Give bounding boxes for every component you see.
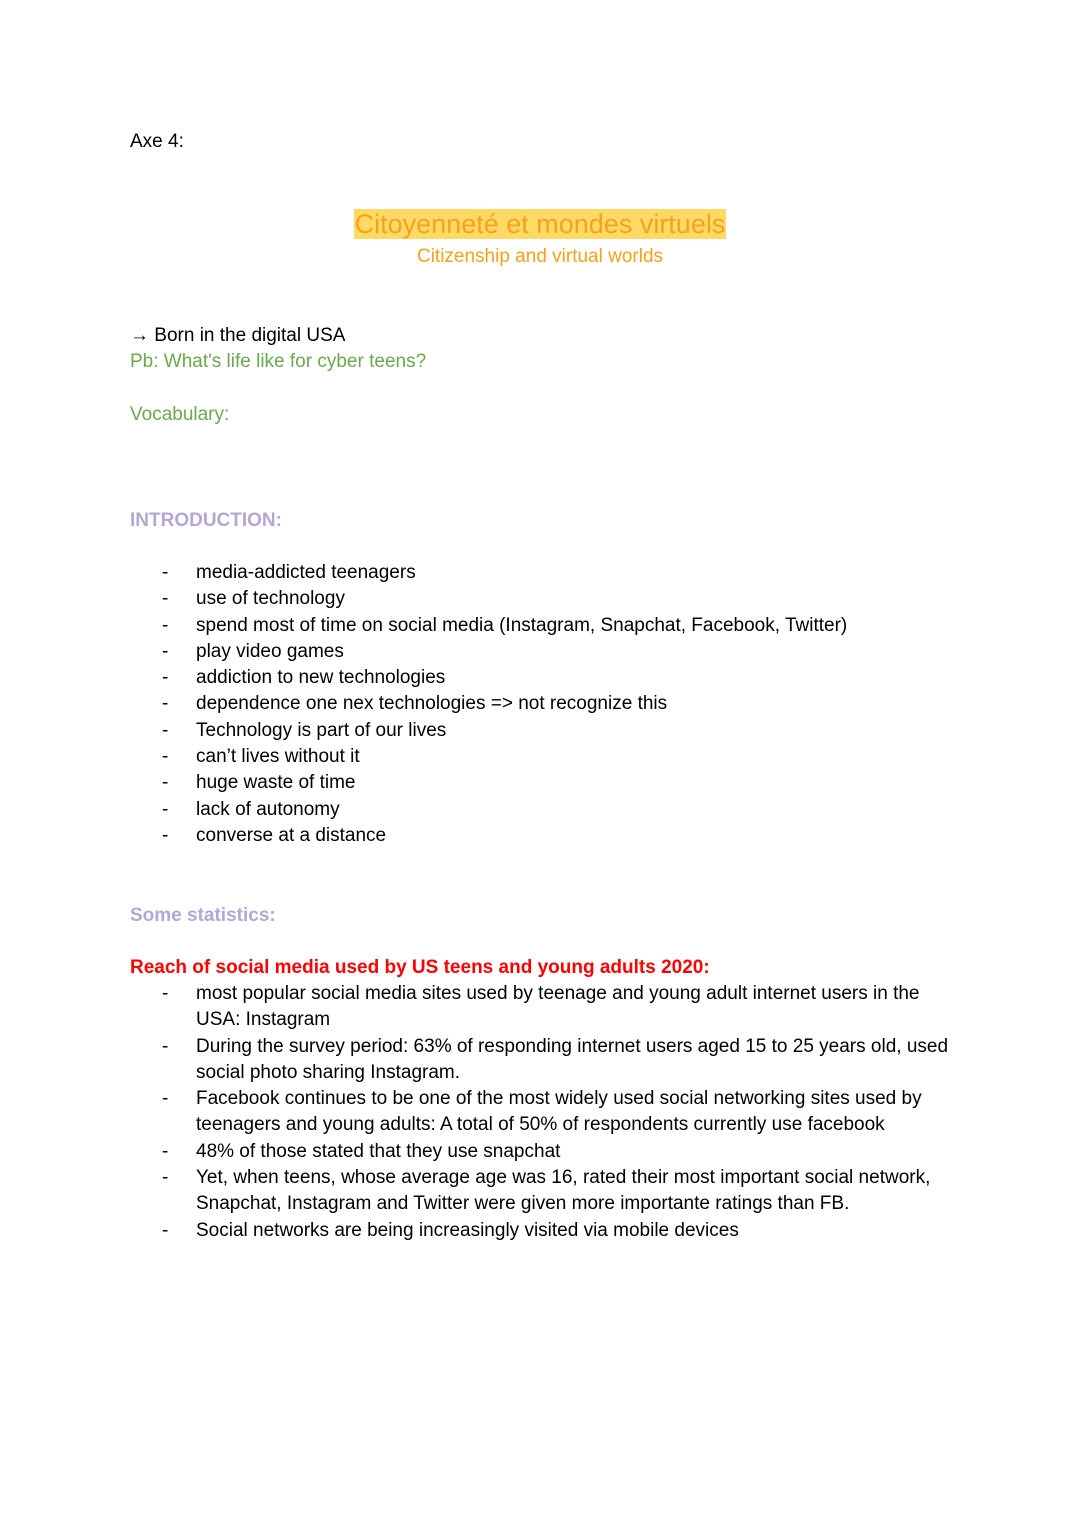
list-item-text: 48% of those stated that they use snapchat xyxy=(196,1140,561,1162)
bullet-dash: - xyxy=(162,588,169,610)
list-item xyxy=(162,1218,952,1244)
bullet-dash: - xyxy=(162,693,169,715)
list-item xyxy=(162,639,952,665)
introduction-list xyxy=(162,560,952,849)
problematic: Pb: What's life like for cyber teens? xyxy=(130,351,427,372)
list-item xyxy=(162,981,952,1034)
bullet-dash: - xyxy=(162,562,169,583)
bullet-dash: - xyxy=(162,1167,169,1189)
list-item-text: Facebook continues to be one of the most widely used social networking sites used by teenagers and young adults: A total of 50% of respondents currently use facebook xyxy=(196,1088,922,1136)
bullet-dash: - xyxy=(162,1088,169,1110)
statistics-list xyxy=(162,981,952,1244)
list-item xyxy=(162,770,952,796)
bullet-dash: - xyxy=(162,719,169,741)
list-item xyxy=(162,823,952,849)
list-item xyxy=(162,560,952,586)
list-item-text: lack of autonomy xyxy=(196,798,340,820)
list-item-text: converse at a distance xyxy=(196,824,387,846)
list-item-text: Social networks are being increasingly visited via mobile devices xyxy=(196,1219,739,1241)
list-item xyxy=(162,718,952,744)
list-item-text: most popular social media sites used by teenage and young adult internet users in the USA: Instagram xyxy=(196,983,920,1031)
bullet-dash: - xyxy=(162,614,169,636)
bullet-dash: - xyxy=(162,798,169,820)
bullet-dash: - xyxy=(162,1219,169,1241)
list-item xyxy=(162,586,952,612)
list-item xyxy=(162,1139,952,1165)
bullet-dash: - xyxy=(162,983,169,1004)
page-subtitle: Citizenship and virtual worlds xyxy=(416,246,664,267)
axe-label: Axe 4: xyxy=(130,131,184,152)
list-item-text: media-addicted teenagers xyxy=(196,562,416,583)
list-item-text: Yet, when teens, whose average age was 16, rated their most important social network, Snapchat, Instagram and Twitter were given more importante ratings than FB. xyxy=(196,1167,931,1215)
list-item-text: play video games xyxy=(196,640,344,662)
list-item xyxy=(162,744,952,770)
page-title: Citoyenneté et mondes virtuels xyxy=(354,209,726,239)
list-item xyxy=(162,1034,952,1087)
list-item xyxy=(162,1086,952,1139)
list-item-text: spend most of time on social media (Instagram, Snapchat, Facebook, Twitter) xyxy=(196,614,848,636)
list-item-text: huge waste of time xyxy=(196,772,356,794)
list-item xyxy=(162,797,952,823)
list-item-text: use of technology xyxy=(196,588,345,610)
bullet-dash: - xyxy=(162,772,169,794)
bullet-dash: - xyxy=(162,1140,169,1162)
list-item xyxy=(162,665,952,691)
introduction-heading: INTRODUCTION: xyxy=(130,510,282,531)
list-item xyxy=(162,1165,952,1218)
bullet-dash: - xyxy=(162,746,169,768)
vocabulary-heading: Vocabulary: xyxy=(130,404,230,425)
list-item-text: can’t lives without it xyxy=(196,746,360,768)
list-item-text: Technology is part of our lives xyxy=(196,719,447,741)
list-item-text: addiction to new technologies xyxy=(196,667,446,689)
statistics-subheading: Reach of social media used by US teens and young adults 2020: xyxy=(130,957,710,978)
bullet-dash: - xyxy=(162,824,169,846)
list-item xyxy=(162,613,952,639)
topic-line: → Born in the digital USA xyxy=(130,325,346,346)
bullet-dash: - xyxy=(162,1035,169,1057)
list-item-text: dependence one nex technologies => not recognize this xyxy=(196,693,668,715)
list-item-text: During the survey period: 63% of responding internet users aged 15 to 25 years old, used social photo sharing Instagram. xyxy=(196,1035,949,1083)
bullet-dash: - xyxy=(162,667,169,689)
list-item xyxy=(162,691,952,717)
bullet-dash: - xyxy=(162,640,169,662)
statistics-heading: Some statistics: xyxy=(130,905,276,926)
